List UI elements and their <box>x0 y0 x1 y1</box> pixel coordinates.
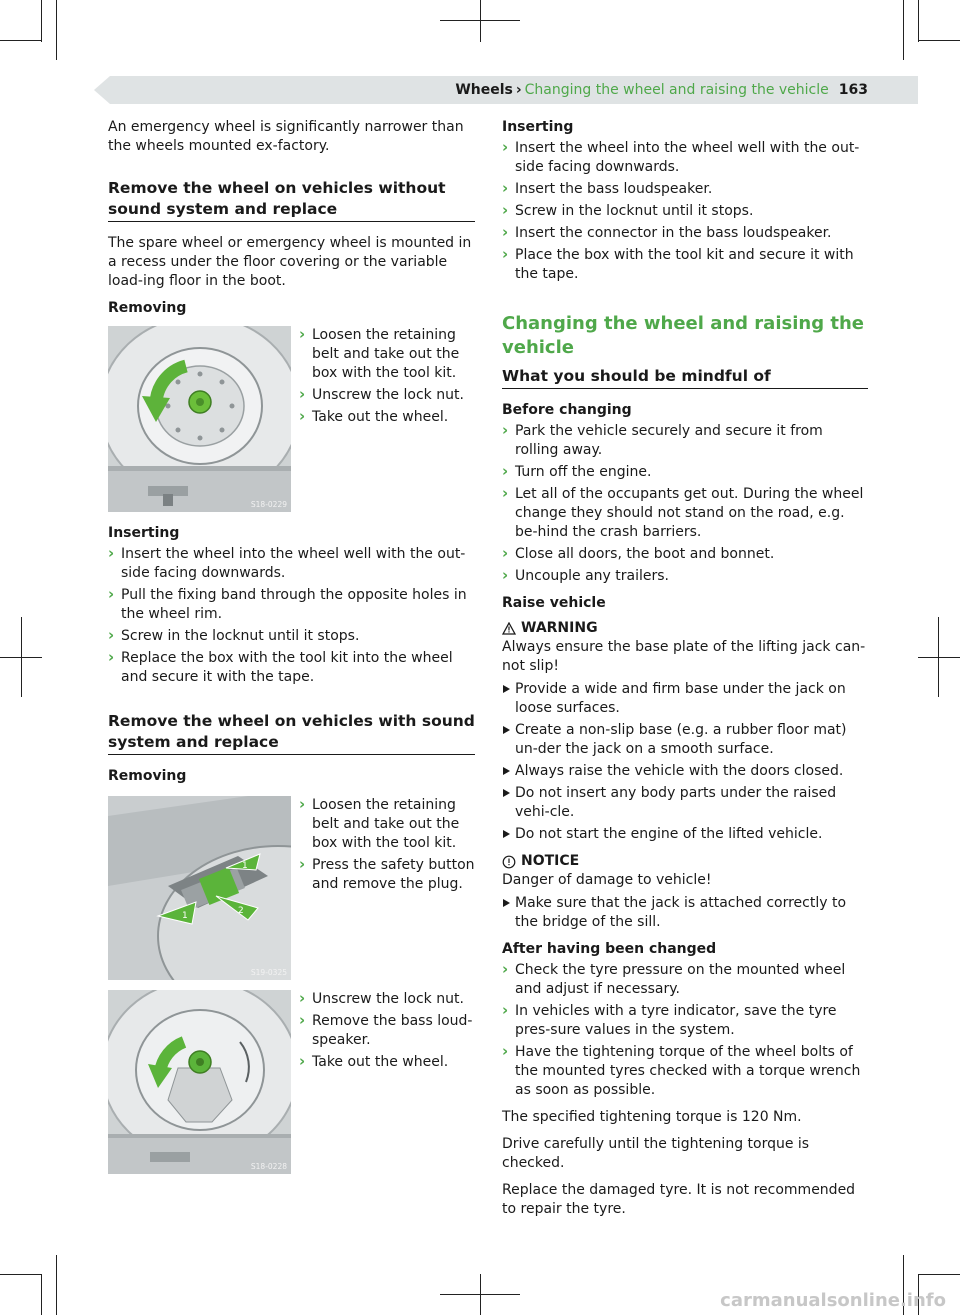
list-item: › Insert the wheel into the wheel well with the out-side facing downwards. <box>502 139 868 177</box>
list-item: › Remove the bass loud-speaker. <box>299 1012 475 1050</box>
running-header <box>110 76 918 104</box>
crop-mark <box>21 617 22 697</box>
list-item: › Place the box with the tool kit and secure it with the tape. <box>502 246 868 284</box>
list-item: › Let all of the occupants get out. During the wheel change they should not stand on the road, e.g. be-hind the crash barriers. <box>502 485 868 542</box>
watermark: carmanualsonline.info <box>720 1290 946 1311</box>
inserting-steps-list <box>108 545 475 687</box>
before-changing-list <box>502 422 868 586</box>
chapter-section-title: Changing the wheel and raising the vehicle <box>502 313 864 358</box>
removing-steps-side <box>299 326 475 512</box>
section-paragraph: The spare wheel or emergency wheel is mounted in a recess under the floor covering or the variable load-ing floor in the boot. <box>108 235 472 289</box>
crop-mark <box>480 1274 481 1315</box>
list-item: › Pull the fixing band through the opposite holes in the wheel rim. <box>108 586 475 624</box>
list-item: Do not start the engine of the lifted vehicle. <box>502 825 868 844</box>
crop-mark <box>903 0 904 60</box>
inserting-label: Inserting <box>502 119 574 135</box>
crop-mark <box>0 56 42 57</box>
figure-row-2 <box>108 796 475 980</box>
right-column <box>502 118 868 1227</box>
crop-mark <box>41 0 42 42</box>
replace-tyre-paragraph: Replace the damaged tyre. It is not recommended to repair the tyre. <box>502 1182 856 1217</box>
crop-mark <box>918 657 960 658</box>
crop-mark <box>0 1274 42 1275</box>
intro-paragraph: An emergency wheel is significantly narrower than the wheels mounted ex-factory. <box>108 119 464 154</box>
info-circle-icon <box>502 855 516 869</box>
inserting-label: Inserting <box>108 525 180 541</box>
figure-row-3 <box>108 990 475 1174</box>
raise-vehicle-label: Raise vehicle <box>502 595 606 611</box>
warning-title <box>502 619 868 638</box>
removing-steps-list <box>299 326 475 427</box>
list-item: › Screw in the locknut until it stops. <box>502 202 868 221</box>
list-item: › Take out the wheel. <box>299 408 475 427</box>
list-item: › In vehicles with a tyre indicator, save the tyre pres-sure values in the system. <box>502 1002 868 1040</box>
subheading-mindful: What you should be mindful of <box>502 366 868 389</box>
crop-mark <box>41 1274 42 1315</box>
after-changed-list <box>502 961 868 1100</box>
header-breadcrumb <box>455 82 868 98</box>
crop-mark <box>56 1255 57 1315</box>
header-separator: › <box>515 82 522 98</box>
list-item: › Unscrew the lock nut. <box>299 990 475 1009</box>
bass-speaker-figure <box>108 990 291 1174</box>
list-item: › Insert the connector in the bass loudspeaker. <box>502 224 868 243</box>
section-heading-without-sound: Remove the wheel on vehicles without sound system and replace <box>108 178 475 222</box>
section-heading-with-sound: Remove the wheel on vehicles with sound system and replace <box>108 711 475 755</box>
before-changing-label: Before changing <box>502 402 632 418</box>
list-item: › Turn off the engine. <box>502 463 868 482</box>
figure-code: S18-0229 <box>250 500 287 509</box>
list-item: Provide a wide and firm base under the jack on loose surfaces. <box>502 680 868 718</box>
list-item: › Close all doors, the boot and bonnet. <box>502 545 868 564</box>
notice-box <box>502 852 868 932</box>
crop-mark <box>918 1274 960 1275</box>
drive-carefully-paragraph: Drive carefully until the tightening torque is checked. <box>502 1136 810 1171</box>
svg-text:2: 2 <box>238 906 244 916</box>
list-item: › Uncouple any trailers. <box>502 567 868 586</box>
notice-text: Danger of damage to vehicle! <box>502 872 712 888</box>
inserting-steps-list <box>502 139 868 284</box>
crop-mark <box>0 40 42 41</box>
list-item: › Replace the box with the tool kit into the wheel and secure it with the tape. <box>108 649 475 687</box>
list-item: › Take out the wheel. <box>299 1053 475 1072</box>
safety-button-figure <box>108 796 291 980</box>
figure-code: S19-0325 <box>250 968 287 977</box>
list-item: › Park the vehicle securely and secure it from rolling away. <box>502 422 868 460</box>
list-item: › Have the tightening torque of the wheel bolts of the mounted tyres checked with a torque wrench as soon as possible. <box>502 1043 868 1100</box>
after-changed-label: After having been changed <box>502 941 717 957</box>
crop-mark <box>56 0 57 60</box>
list-item: Create a non-slip base (e.g. a rubber floor mat) un-der the jack on a smooth surface. <box>502 721 868 759</box>
list-item: Make sure that the jack is attached correctly to the bridge of the sill. <box>502 894 868 932</box>
crop-mark <box>480 0 481 42</box>
crop-mark <box>918 40 960 41</box>
removing-label: Removing <box>108 300 187 316</box>
crop-mark <box>938 617 939 697</box>
header-section[interactable]: Changing the wheel and raising the vehicle <box>524 82 829 98</box>
figure-code: S18-0228 <box>250 1162 287 1171</box>
removing-steps-side <box>299 990 475 1174</box>
warning-box <box>502 619 868 844</box>
crop-mark <box>918 0 919 42</box>
svg-text:1: 1 <box>182 911 188 921</box>
removing-steps-list-b <box>299 990 475 1072</box>
list-item: › Press the safety button and remove the plug. <box>299 856 475 894</box>
list-item: › Insert the bass loudspeaker. <box>502 180 868 199</box>
warning-title-text: WARNING <box>521 620 598 636</box>
svg-text:1: 1 <box>242 861 248 871</box>
list-item: › Check the tyre pressure on the mounted wheel and adjust if necessary. <box>502 961 868 999</box>
removing-steps-list-a <box>299 796 475 894</box>
removing-steps-side <box>299 796 475 980</box>
left-column <box>108 118 475 1182</box>
list-item: › Insert the wheel into the wheel well with the out-side facing downwards. <box>108 545 475 583</box>
notice-title <box>502 852 868 871</box>
list-item: › Loosen the retaining belt and take out the box with the tool kit. <box>299 326 475 383</box>
list-item: › Screw in the locknut until it stops. <box>108 627 475 646</box>
warning-text: Always ensure the base plate of the lifting jack can-not slip! <box>502 639 866 674</box>
notice-list <box>502 894 868 932</box>
list-item: Always raise the vehicle with the doors closed. <box>502 762 868 781</box>
notice-title-text: NOTICE <box>521 853 580 869</box>
torque-paragraph: The specified tightening torque is 120 Nm. <box>502 1109 802 1125</box>
warning-triangle-icon <box>502 622 516 635</box>
removing-label: Removing <box>108 768 187 784</box>
list-item: › Unscrew the lock nut. <box>299 386 475 405</box>
list-item: Do not insert any body parts under the raised vehi-cle. <box>502 784 868 822</box>
header-chapter[interactable]: Wheels <box>455 82 513 98</box>
warning-list <box>502 680 868 844</box>
page-number: 163 <box>838 82 868 98</box>
spare-wheel-figure <box>108 326 291 512</box>
figure-row-1 <box>108 326 475 512</box>
list-item: › Loosen the retaining belt and take out the box with the tool kit. <box>299 796 475 853</box>
